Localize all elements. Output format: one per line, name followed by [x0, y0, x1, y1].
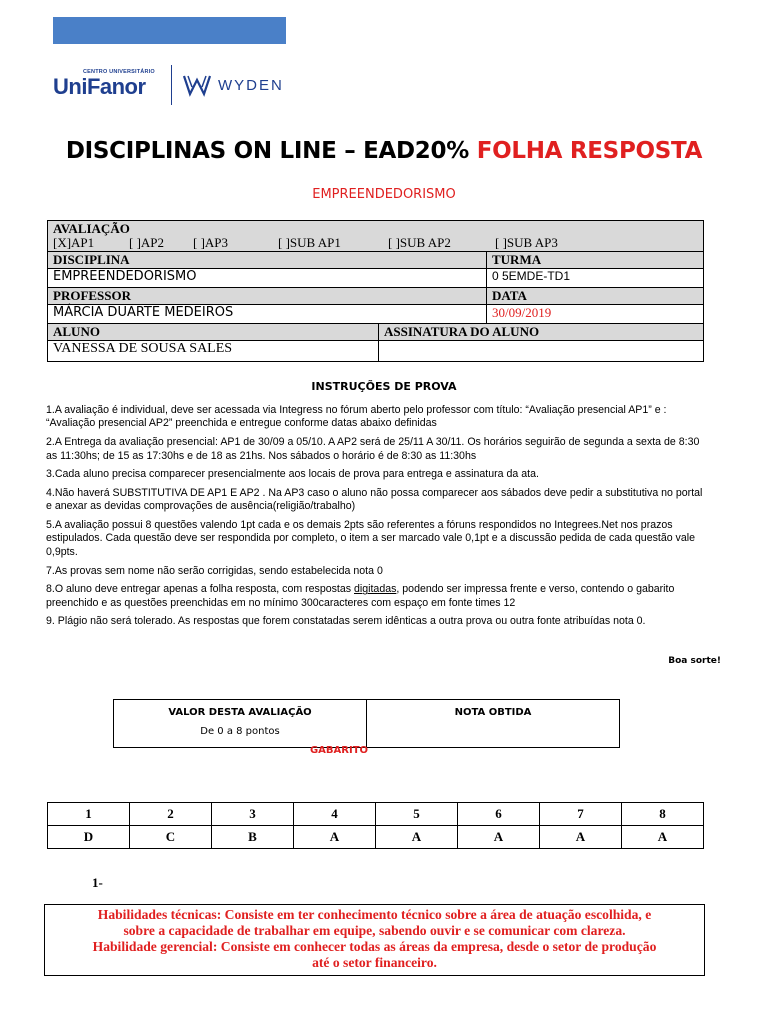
instructions-title: INSTRUÇÕES DE PROVA	[311, 380, 457, 393]
valor-value: De 0 a 8 pontos	[200, 726, 280, 737]
title-highlight: FOLHA RESPOSTA	[476, 138, 703, 164]
avaliacao-cell	[48, 221, 704, 252]
answer-numbers-row	[48, 803, 704, 826]
answer-letter[interactable]: A	[294, 826, 376, 849]
assinatura-label: ASSINATURA DO ALUNO	[379, 324, 704, 341]
answer-letters-row	[48, 826, 704, 849]
answer-letter[interactable]: A	[376, 826, 458, 849]
item8-underline: digitadas	[354, 583, 397, 596]
answer-letter[interactable]: A	[458, 826, 540, 849]
instruction-item: 4.Não haverá SUBSTITUTIVA DE AP1 E AP2 . Na AP3 caso o aluno não possa comparecer aos sábados deve pedir a substitutiva no portal e anexar as devidas comprovações de ausência(religião/trabalho)	[46, 486, 703, 513]
closing-note: Boa sorte!	[668, 656, 721, 666]
answer-number: 5	[376, 803, 458, 826]
logo-small-text: CENTRO UNIVERSITÁRIO	[83, 69, 155, 75]
answer-line: até o setor financeiro.	[312, 955, 437, 970]
course-subtitle: EMPREENDEDORISMO	[312, 187, 456, 202]
valor-label: VALOR DESTA AVALIAÇÃO	[168, 707, 312, 718]
question-number: 1-	[92, 875, 103, 890]
item8-post: , podendo ser impressa frente e verso, contendo o gabarito preenchido e as questões preenchidas em no mínimo 300caracteres com espaço em fonte times 12	[46, 583, 675, 609]
instruction-item: 3.Cada aluno precisa comparecer presencialmente aos locais de prova para entrega e assinatura da ata.	[46, 468, 539, 481]
option-ap3[interactable]: [ ]AP3	[193, 235, 229, 250]
data-label: DATA	[487, 288, 704, 305]
answer-line: sobre a capacidade de trabalhar em equipe, sabendo ouvir e se comunicar com clareza.	[123, 923, 626, 938]
turma-label: TURMA	[487, 252, 704, 269]
instruction-item: 2.A Entrega da avaliação presencial: AP1 de 30/09 a 05/10. A AP2 será de 25/11 A 30/11. Os horários seguirão de segunda a sexta de 8:30 as 11:30hs; de 15 as 17:30hs e de 18 as 21hs. Nos sábados o horário é de 8:30 as 11:30hs	[46, 436, 700, 462]
page-title	[0, 138, 768, 164]
answer-letter[interactable]: C	[130, 826, 212, 849]
instruction-item: 5.A avaliação possui 8 questões valendo 1pt cada e os demais 2pts são referentes a fóruns respondidos no Integrees.Net nos prazos estipulados. Cada questão deve ser respondida por completo, o item a ser marcado vale 0,1pt e a discussão pedida de cada questão vale 0,9pts.	[46, 519, 695, 558]
option-sub-ap3[interactable]: [ ]SUB AP3	[495, 235, 558, 250]
avaliacao-options	[53, 236, 698, 251]
answer-number: 8	[622, 803, 704, 826]
valor-cell	[114, 700, 367, 748]
disciplina-label: DISCIPLINA	[48, 252, 487, 269]
wyden-text: WYDEN	[218, 76, 284, 94]
data-value: 30/09/2019	[487, 305, 704, 324]
answer-number: 2	[130, 803, 212, 826]
answer-letter[interactable]: D	[48, 826, 130, 849]
logo-area	[53, 60, 284, 110]
instructions-list	[46, 404, 706, 634]
answer-letter[interactable]: A	[540, 826, 622, 849]
title-main: DISCIPLINAS ON LINE – EAD20%	[65, 138, 469, 164]
option-ap2[interactable]: [ ]AP2	[129, 235, 165, 250]
professor-value: MÁRCIA DUARTE MEDEIROS	[48, 305, 487, 324]
instruction-item: 1.A avaliação é individual, deve ser acessada via Integress no fórum aberto pelo professor com título: “Avaliação presencial AP1” e : “Avaliação presencial AP2” preenchida e entregue conforme datas abaixo definidas	[46, 404, 667, 430]
instruction-item-8	[46, 583, 706, 610]
score-table	[113, 699, 620, 748]
option-sub-ap1[interactable]: [ ]SUB AP1	[278, 235, 341, 250]
question1-answer-box[interactable]	[44, 904, 705, 976]
aluno-subtable	[48, 324, 703, 361]
aluno-value: VANESSA DE SOUSA SALES	[48, 341, 379, 362]
aluno-row	[48, 324, 704, 362]
disciplina-value: EMPREENDEDORISMO	[48, 269, 487, 288]
answer-line: Habilidades técnicas: Consiste em ter conhecimento técnico sobre a área de atuação escolhida, e	[97, 907, 652, 922]
answer-letter[interactable]: A	[622, 826, 704, 849]
answer-number: 3	[212, 803, 294, 826]
nota-label: NOTA OBTIDA	[454, 707, 532, 718]
gabarito-label: GABARITO	[309, 745, 369, 756]
answer-number: 1	[48, 803, 130, 826]
wyden-logo	[182, 70, 284, 100]
answer-number: 7	[540, 803, 622, 826]
top-color-bar	[53, 17, 286, 44]
answer-key-table	[47, 802, 704, 849]
nota-cell[interactable]	[367, 700, 620, 748]
instruction-item-9: 9. Plágio não será tolerado. As respostas que forem constatadas serem idênticas a outra prova ou outra fonte atribuídas nota 0.	[46, 615, 646, 628]
unifanor-logo	[53, 65, 163, 105]
turma-value: 0 5EMDE-TD1	[487, 269, 704, 288]
wyden-mark-icon	[182, 70, 212, 100]
option-ap1[interactable]: [X]AP1	[53, 235, 95, 250]
logo-divider	[171, 65, 172, 105]
answer-line: Habilidade gerencial: Consiste em conhecer todas as áreas da empresa, desde o setor de produção	[92, 939, 657, 954]
aluno-label: ALUNO	[48, 324, 379, 341]
item8-pre: 8.O aluno deve entregar apenas a folha resposta, com respostas	[46, 583, 354, 596]
assinatura-field[interactable]	[379, 341, 704, 362]
instruction-item: 7.As provas sem nome não serão corrigidas, sendo estabelecida nota 0	[46, 564, 383, 577]
professor-label: PROFESSOR	[48, 288, 487, 305]
header-form-table	[47, 220, 704, 362]
answer-letter[interactable]: B	[212, 826, 294, 849]
answer-number: 6	[458, 803, 540, 826]
avaliacao-label: AVALIAÇÃO	[53, 221, 130, 236]
answer-number: 4	[294, 803, 376, 826]
option-sub-ap2[interactable]: [ ]SUB AP2	[388, 235, 451, 250]
logo-big-text: UniFanor	[53, 74, 146, 99]
